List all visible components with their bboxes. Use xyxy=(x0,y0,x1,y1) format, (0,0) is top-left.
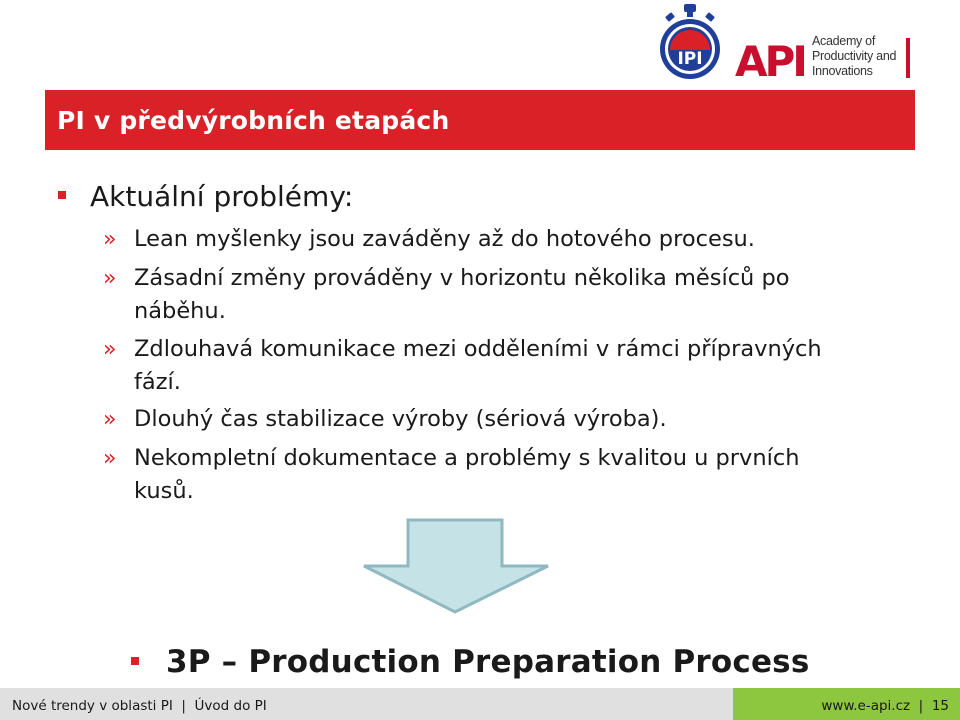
svg-text:API: API xyxy=(735,37,805,80)
down-arrow-icon xyxy=(360,518,552,614)
conclusion-bullet: 3P – Production Preparation Process xyxy=(166,644,810,680)
bullet-square xyxy=(131,657,139,665)
sub-item: » Zdlouhavá komunikace mezi odděleními v rámci přípravných fází. xyxy=(103,333,834,399)
bullet-square xyxy=(58,191,66,199)
footer-course: Nové trendy v oblasti PI | Úvod do PI xyxy=(12,698,267,714)
api-logo-text: Academy of Productivity and Innovations xyxy=(812,34,897,78)
api-logo xyxy=(735,36,810,80)
footer-url-page: www.e-api.cz | 15 xyxy=(821,698,949,714)
svg-text:IPI: IPI xyxy=(677,49,703,69)
chevron-icon: » xyxy=(103,337,117,362)
footer-left-panel xyxy=(0,688,733,720)
logo-divider xyxy=(906,38,910,78)
main-bullet: Aktuální problémy: xyxy=(90,180,354,213)
chevron-icon: » xyxy=(103,266,117,291)
sub-item: » Lean myšlenky jsou zaváděny až do hotového procesu. xyxy=(103,223,834,256)
footer xyxy=(0,688,960,720)
sub-item: » Nekompletní dokumentace a problémy s kvalitou u prvních kusů. xyxy=(103,442,834,508)
chevron-icon: » xyxy=(103,407,117,432)
title-bar xyxy=(45,90,915,150)
slide-title: PI v předvýrobních etapách xyxy=(57,106,450,135)
chevron-icon: » xyxy=(103,446,117,471)
footer-right-panel xyxy=(733,688,960,720)
sub-item: » Dlouhý čas stabilizace výroby (sériová výroba). xyxy=(103,403,834,436)
chevron-icon: » xyxy=(103,227,117,252)
sub-item: » Zásadní změny prováděny v horizontu několika měsíců po náběhu. xyxy=(103,262,834,328)
ipi-logo xyxy=(658,2,722,84)
